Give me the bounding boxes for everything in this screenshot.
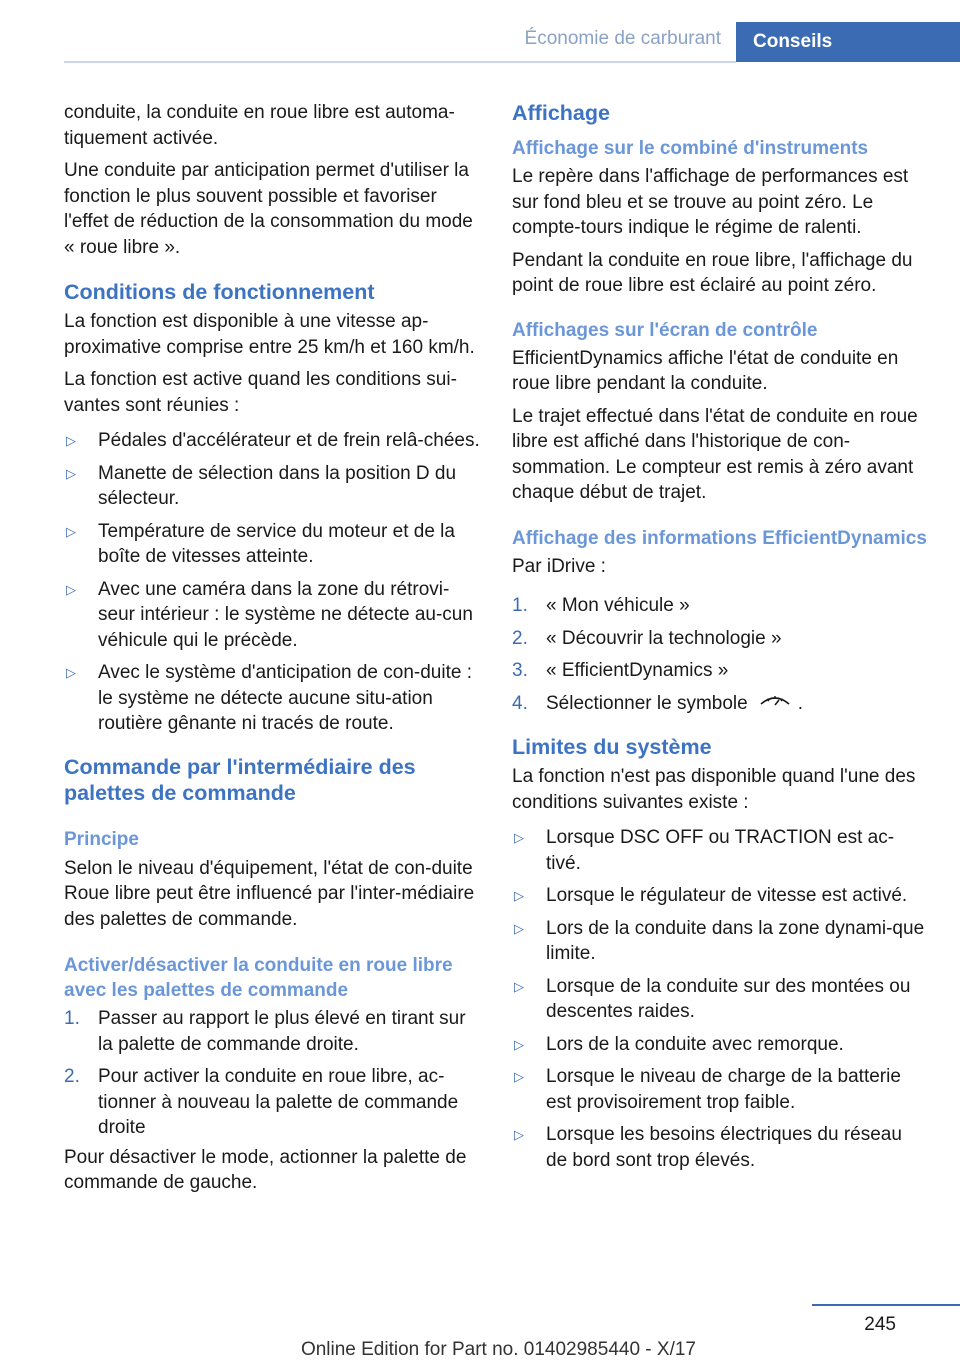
list-item: ▷ Avec le système d'anticipation de con‐duite : le système ne détecte aucune situ‐ation routière gênante ni tracés de route. xyxy=(66,662,472,734)
list-item: ▷ Lorsque le niveau de charge de la batterie est provisoirement trop faible. xyxy=(514,1066,901,1113)
heading-activer: Activer/désactiver la conduite en roue libre avec les palettes de commande xyxy=(64,955,453,1001)
footer-rule xyxy=(812,1304,960,1306)
list-item: 1. « Mon véhicule » xyxy=(512,595,690,616)
heading-ecran: Affichages sur l'écran de contrôle xyxy=(512,319,818,341)
left-column xyxy=(64,100,480,1203)
list-item: ▷ Manette de sélection dans la position D du sélecteur. xyxy=(66,462,457,509)
paragraph: La fonction est active quand les conditions sui‐vantes sont réunies : xyxy=(64,369,457,416)
triangle-bullet-icon: ▷ xyxy=(514,1036,524,1052)
triangle-bullet-icon: ▷ xyxy=(66,465,76,481)
list-item: 1. Passer au rapport le plus élevé en tirant sur la palette de commande droite. xyxy=(64,1008,466,1055)
list-item: ▷ Pédales d'accélérateur et de frein relâ‐chées. xyxy=(64,428,480,454)
list-item: 3. « EfficientDynamics » xyxy=(512,660,729,681)
triangle-bullet-icon: ▷ xyxy=(66,523,76,539)
activation-steps xyxy=(64,1006,480,1141)
coasting-symbol-icon xyxy=(758,691,792,717)
triangle-bullet-icon: ▷ xyxy=(514,978,524,994)
heading-commande: Commande par l'intermédiaire des palettes de commande xyxy=(64,754,416,805)
heading-limites: Limites du système xyxy=(512,735,712,760)
triangle-bullet-icon: ▷ xyxy=(66,433,76,448)
list-item: ▷ Lors de la conduite dans la zone dynami‐que limite. xyxy=(514,917,925,965)
triangle-bullet-icon: ▷ xyxy=(514,1069,524,1085)
list-item: 2. Pour activer la conduite en roue libre, ac‐tionner à nouveau la palette de commande droite xyxy=(64,1066,459,1138)
paragraph: Le repère dans l'affichage de performances est sur fond bleu et se trouve au point zéro. Le compte-tours indique le régime de ralenti. xyxy=(512,166,909,238)
paragraph: Par iDrive : xyxy=(512,555,606,577)
list-item: ▷ Lorsque les besoins électriques du réseau de bord sont trop élevés. xyxy=(514,1124,902,1171)
list-item: 4. Sélectionner le symbole . xyxy=(512,691,928,717)
header-section-title: Économie de carburant xyxy=(524,28,721,49)
paragraph: Selon le niveau d'équipement, l'état de con‐duite Roue libre peut être influencé par l'inter‐médiaire des palettes de commande. xyxy=(64,857,475,930)
right-column xyxy=(512,100,928,1180)
list-item: ▷ Lorsque de la conduite sur des montées ou descentes raides. xyxy=(514,975,911,1023)
list-item: ▷ Lorsque le régulateur de vitesse est activé. xyxy=(512,883,928,909)
footer-edition: Online Edition for Part no. 01402985440 - X/17 xyxy=(300,1339,696,1360)
list-item: ▷ Lorsque DSC OFF ou TRACTION est ac‐tivé. xyxy=(514,827,895,874)
paragraph: Le trajet effectué dans l'état de conduite en roue libre est affiché dans l'historique de con‐sommation. Le compteur est remis à zéro avant chaque début de trajet. xyxy=(512,405,918,503)
limits-list xyxy=(512,825,928,1173)
conditions-list xyxy=(64,428,480,737)
paragraph: Une conduite par anticipation permet d'utiliser la fonction le plus souvent possible et favoriser l'effet de réduction de la consommation du mode « roue libre ». xyxy=(64,160,473,258)
list-item: ▷ Lors de la conduite avec remorque. xyxy=(512,1032,928,1058)
header-tab-conseils: Conseils xyxy=(736,22,960,62)
list-item: ▷ Température de service du moteur et de la boîte de vitesses atteinte. xyxy=(66,520,455,567)
triangle-bullet-icon: ▷ xyxy=(514,1127,524,1143)
paragraph: EfficientDynamics affiche l'état de conduite en roue libre pendant la conduite. xyxy=(512,347,899,394)
triangle-bullet-icon: ▷ xyxy=(66,581,76,597)
triangle-bullet-icon: ▷ xyxy=(514,888,524,904)
triangle-bullet-icon: ▷ xyxy=(66,665,76,680)
triangle-bullet-icon: ▷ xyxy=(514,920,524,936)
paragraph: Pendant la conduite en roue libre, l'affichage du point de roue libre est éclairé au point zéro. xyxy=(512,249,913,296)
header-rule xyxy=(64,61,736,63)
heading-combine: Affichage sur le combiné d'instruments xyxy=(512,138,869,159)
paragraph: conduite, la conduite en roue libre est automa‐tiquement activée. xyxy=(64,102,455,149)
list-item: ▷ Avec une caméra dans la zone du rétrovi‐seur intérieur : le système ne détecte au‐cun véhicule qui le précède. xyxy=(66,578,473,651)
list-item: 2. « Découvrir la technologie » xyxy=(512,627,782,649)
triangle-bullet-icon: ▷ xyxy=(514,830,524,846)
heading-conditions: Conditions de fonctionnement xyxy=(64,280,375,304)
heading-informations: Affichage des informations EfficientDynamics xyxy=(512,527,927,549)
idrive-steps xyxy=(512,593,928,716)
paragraph: Pour désactiver le mode, actionner la palette de commande de gauche. xyxy=(64,1146,467,1193)
paragraph: La fonction n'est pas disponible quand l'une des conditions suivantes existe : xyxy=(512,766,916,813)
page-number: 245 xyxy=(864,1314,896,1335)
heading-affichage: Affichage xyxy=(512,101,610,125)
heading-principe: Principe xyxy=(64,828,139,850)
paragraph: La fonction est disponible à une vitesse ap‐proximative comprise entre 25 km/h et 160 km/h. xyxy=(64,311,475,358)
